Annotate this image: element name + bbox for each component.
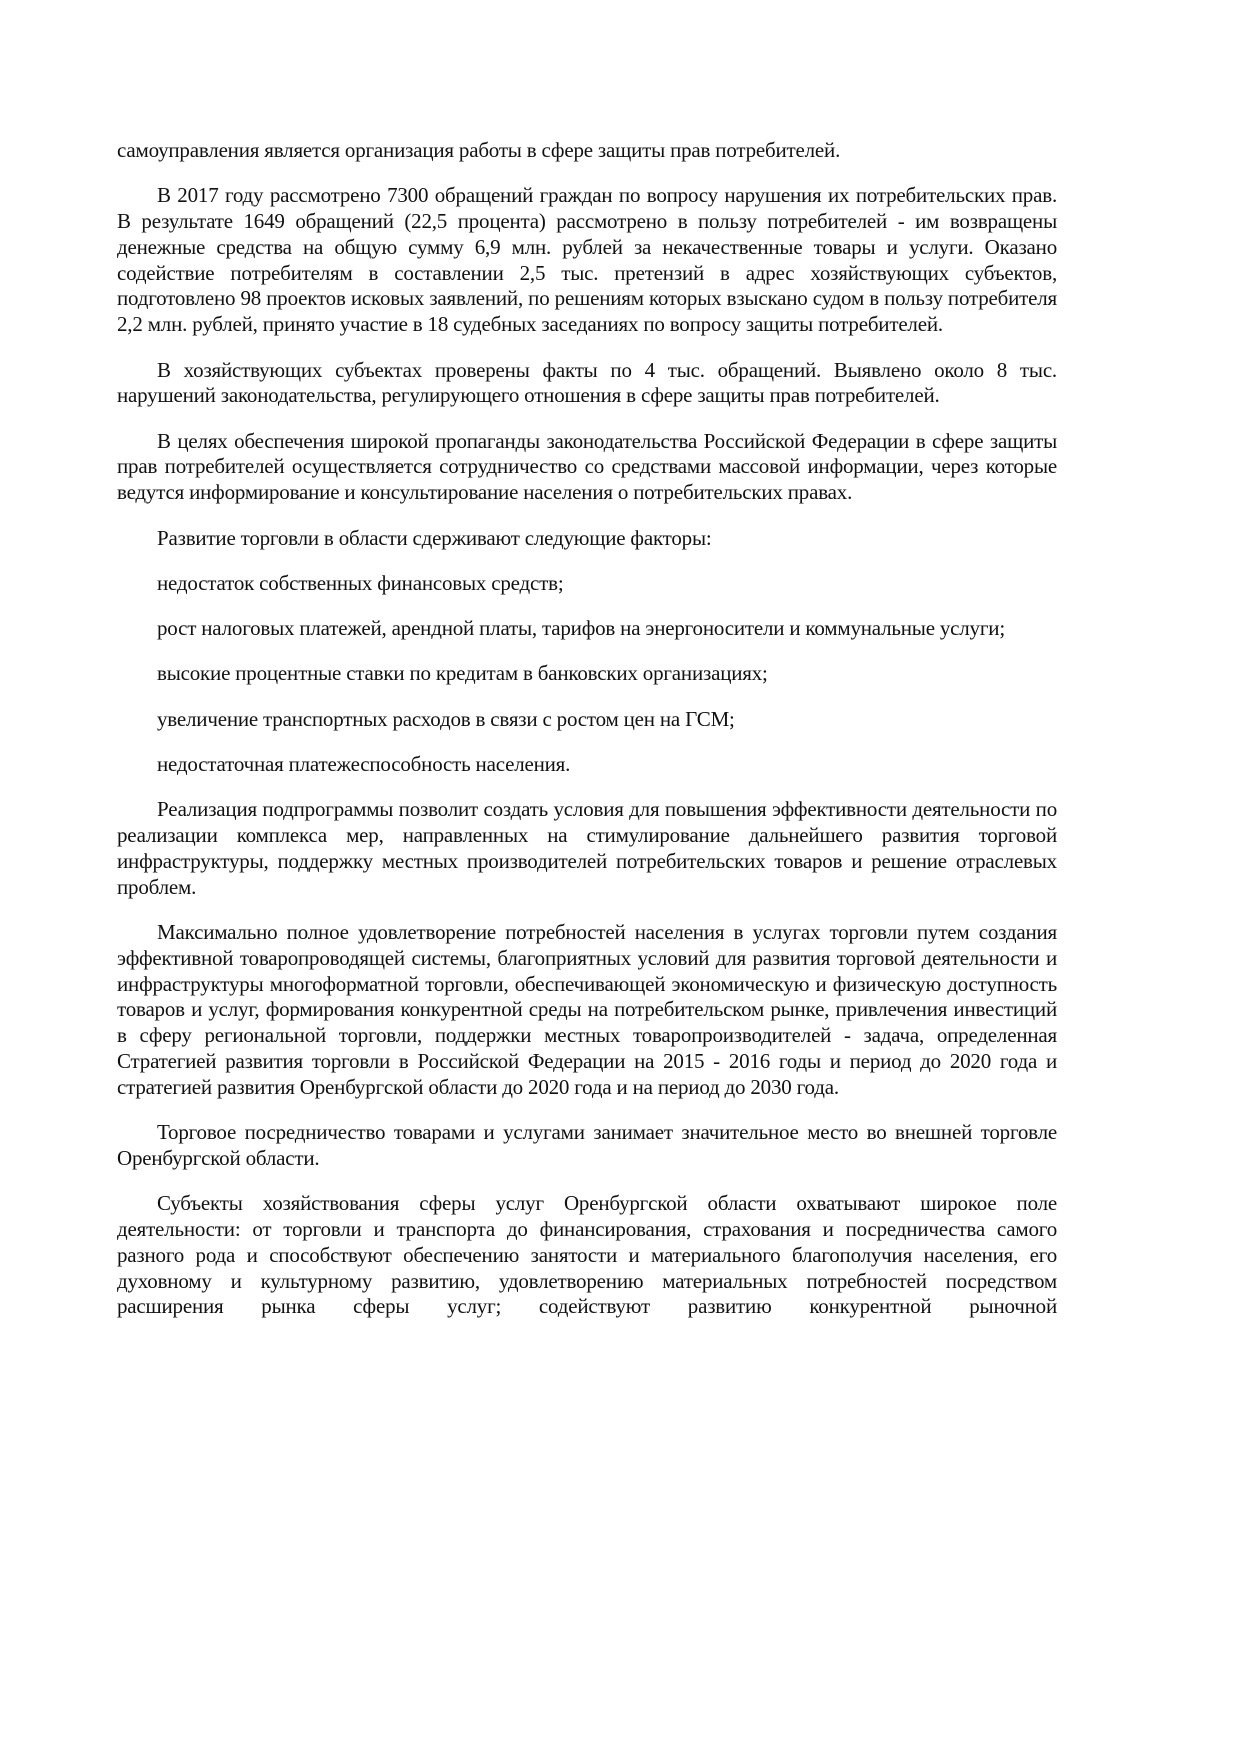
list-item-factor: рост налоговых платежей, арендной платы, тарифов на энергоносители и коммунальные услуги; [157, 616, 1005, 641]
paragraph-trade-mediation: Торговое посредничество товарами и услугами занимает значительное место во внешней торговле Оренбургской области. [117, 1120, 1057, 1170]
list-item-factor: увеличение транспортных расходов в связи с ростом цен на ГСМ; [157, 706, 735, 731]
paragraph-continuation: самоуправления является организация работы в сфере защиты прав потребителей. [117, 138, 841, 162]
list-item-factor: недостаточная платежеспособность населения. [157, 752, 571, 777]
document-page [117, 138, 1057, 1340]
paragraph-service-subjects: Субъекты хозяйствования сферы услуг Оренбургской области охватывают широкое поле деятельности: от торговли и транспорта до финансирования, страхования и посредничества самого разного рода и способствуют обеспечению занятости и материального благополучия населения, его духовному и культурному развитию, удовлетворению материальных потребностей посредством расширения рынка сферы услуг; содействуют развитию конкурентной рыночной [117, 1191, 1057, 1319]
paragraph-consumer-appeals: В 2017 году рассмотрено 7300 обращений граждан по вопросу нарушения их потребительских прав. В результате 1649 обращений (22,5 процента) рассмотрено в пользу потребителей - им возвращены денежные средства на общую сумму 6,9 млн. рублей за некачественные товары и услуги. Оказано содействие потребителям в составлении 2,5 тыс. претензий в адрес хозяйствующих субъектов, подготовлено 98 проектов исковых заявлений, по решениям которых взыскано судом в пользу потребителя 2,2 млн. рублей, принято участие в 18 судебных заседаниях по вопросу защиты потребителей. [117, 183, 1057, 337]
paragraph-factors-intro: Развитие торговли в области сдерживают следующие факторы: [157, 525, 712, 550]
list-item-factor: недостаток собственных финансовых средств; [157, 570, 564, 595]
paragraph-strategy-task: Максимально полное удовлетворение потребностей населения в услугах торговли путем создания эффективной товаропроводящей системы, благоприятных условий для развития торговой деятельности и инфраструктуры многоформатной торговли, обеспечивающей экономическую и физическую доступность товаров и услуг, формирования конкурентной среды на потребительском рынке, привлечения инвестиций в сферу региональной торговли, поддержки местных товаропроизводителей - задача, определенная Стратегией развития торговли в Российской Федерации на 2015 - 2016 годы и период до 2020 года и стратегией развития Оренбургской области до 2020 года и на период до 2030 года. [117, 920, 1057, 1099]
paragraph-media-cooperation: В целях обеспечения широкой пропаганды законодательства Российской Федерации в сфере защиты прав потребителей осуществляется сотрудничество со средствами массовой информации, через которые ведутся информирование и консультирование населения о потребительских правах. [117, 428, 1057, 505]
paragraph-subprogram: Реализация подпрограммы позволит создать условия для повышения эффективности деятельности по реализации комплекса мер, направленных на стимулирование дальнейшего развития торговой инфраструктуры, поддержку местных производителей потребительских товаров и решение отраслевых проблем. [117, 797, 1057, 899]
paragraph-inspections: В хозяйствующих субъектах проверены факты по 4 тыс. обращений. Выявлено около 8 тыс. нарушений законодательства, регулирующего отношения в сфере защиты прав потребителей. [117, 357, 1057, 408]
list-item-factor: высокие процентные ставки по кредитам в банковских организациях; [157, 661, 768, 686]
